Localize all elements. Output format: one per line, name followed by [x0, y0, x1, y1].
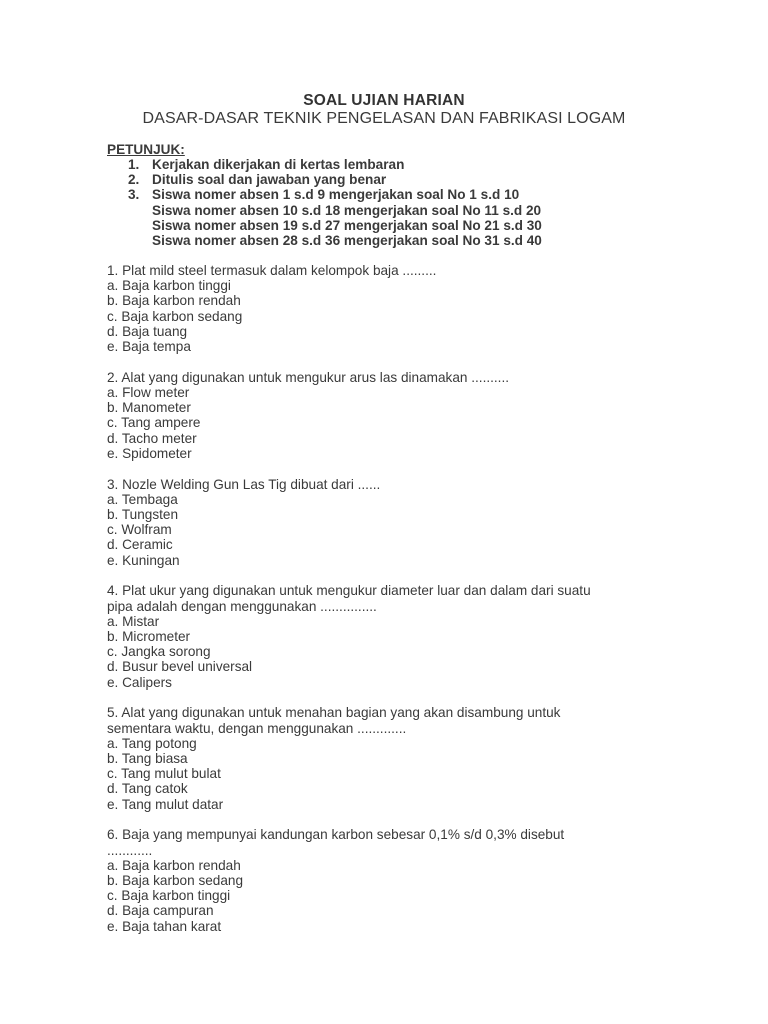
answer-option: b. Manometer: [107, 400, 191, 416]
question-text: 1. Plat mild steel termasuk dalam kelompok baja .........: [107, 263, 437, 278]
instruction-item: [107, 172, 542, 187]
question-item: [107, 263, 667, 354]
answer-option: c. Tang mulut bulat: [107, 766, 221, 782]
answer-option: d. Baja tuang: [107, 323, 188, 339]
instructions-heading: PETUNJUK:: [107, 142, 185, 157]
instruction-item: [107, 187, 542, 202]
answer-option: a. Baja karbon tinggi: [107, 278, 231, 294]
instruction-number: [107, 218, 152, 233]
question-text-continued: ............: [107, 842, 153, 858]
question-item: [107, 370, 667, 461]
document-title: SOAL UJIAN HARIAN: [303, 92, 465, 109]
answer-option: c. Baja karbon sedang: [107, 308, 243, 324]
question-text: 3. Nozle Welding Gun Las Tig dibuat dari ......: [107, 476, 381, 492]
answer-option: e. Calipers: [107, 674, 172, 690]
question-text: 6. Baja yang mempunyai kandungan karbon sebesar 0,1% s/d 0,3% disebut: [107, 827, 565, 843]
answer-option: b. Tang biasa: [107, 751, 188, 767]
instruction-item: [107, 233, 542, 248]
instruction-number: [107, 233, 152, 248]
instruction-number: 3.: [128, 187, 140, 203]
answer-option: d. Busur bevel universal: [107, 659, 253, 675]
answer-option: b. Baja karbon sedang: [107, 873, 244, 889]
question-text: 2. Alat yang digunakan untuk mengukur arus las dinamakan ..........: [107, 369, 510, 385]
question-item: [107, 705, 667, 811]
document-subtitle: DASAR-DASAR TEKNIK PENGELASAN DAN FABRIKASI LOGAM: [142, 110, 626, 127]
answer-option: b. Tungsten: [107, 507, 179, 523]
instruction-item: [107, 157, 542, 172]
instruction-text: Siswa nomer absen 10 s.d 18 mengerjakan soal No 11 s.d 20: [152, 202, 542, 218]
answer-option: c. Baja karbon tinggi: [107, 888, 231, 904]
answer-option: e. Kuningan: [107, 552, 180, 568]
question-text: 4. Plat ukur yang digunakan untuk mengukur diameter luar dan dalam dari suatu: [107, 583, 591, 599]
answer-option: e. Baja tahan karat: [107, 918, 222, 934]
answer-option: c. Tang ampere: [107, 415, 201, 431]
answer-option: a. Flow meter: [107, 385, 190, 401]
instruction-text: Ditulis soal dan jawaban yang benar: [152, 172, 387, 188]
instructions-block: [107, 142, 542, 248]
answer-option: a. Tembaga: [107, 491, 178, 507]
answer-option: d. Ceramic: [107, 537, 173, 553]
answer-option: e. Baja tempa: [107, 339, 191, 355]
instruction-text: Siswa nomer absen 1 s.d 9 mengerjakan soal No 1 s.d 10: [152, 187, 520, 203]
answer-option: d. Baja campuran: [107, 903, 214, 919]
question-text-continued: sementara waktu, dengan menggunakan .............: [107, 720, 407, 736]
answer-option: a. Tang potong: [107, 735, 197, 751]
question-item: [107, 827, 667, 933]
instruction-number: [107, 203, 152, 218]
answer-option: a. Baja karbon rendah: [107, 857, 241, 873]
answer-option: d. Tacho meter: [107, 430, 197, 446]
question-text-continued: pipa adalah dengan menggunakan ...............: [107, 598, 377, 614]
instruction-text: Kerjakan dikerjakan di kertas lembaran: [152, 157, 405, 172]
answer-option: e. Spidometer: [107, 445, 192, 461]
instruction-number: 2.: [128, 172, 140, 188]
answer-option: b. Micrometer: [107, 629, 191, 645]
answer-option: c. Jangka sorong: [107, 644, 211, 660]
instruction-number: 1.: [128, 157, 140, 172]
answer-option: e. Tang mulut datar: [107, 796, 224, 812]
answer-option: a. Mistar: [107, 613, 160, 629]
questions-list: [107, 263, 667, 949]
question-item: [107, 477, 667, 568]
answer-option: b. Baja karbon rendah: [107, 293, 241, 309]
instruction-item: [107, 218, 542, 233]
question-item: [107, 583, 667, 689]
instruction-item: [107, 203, 542, 218]
answer-option: d. Tang catok: [107, 781, 188, 797]
question-text: 5. Alat yang digunakan untuk menahan bagian yang akan disambung untuk: [107, 705, 561, 721]
instruction-text: Siswa nomer absen 28 s.d 36 mengerjakan soal No 31 s.d 40: [152, 233, 542, 249]
instruction-text: Siswa nomer absen 19 s.d 27 mengerjakan soal No 21 s.d 30: [152, 217, 542, 233]
answer-option: c. Wolfram: [107, 522, 172, 538]
